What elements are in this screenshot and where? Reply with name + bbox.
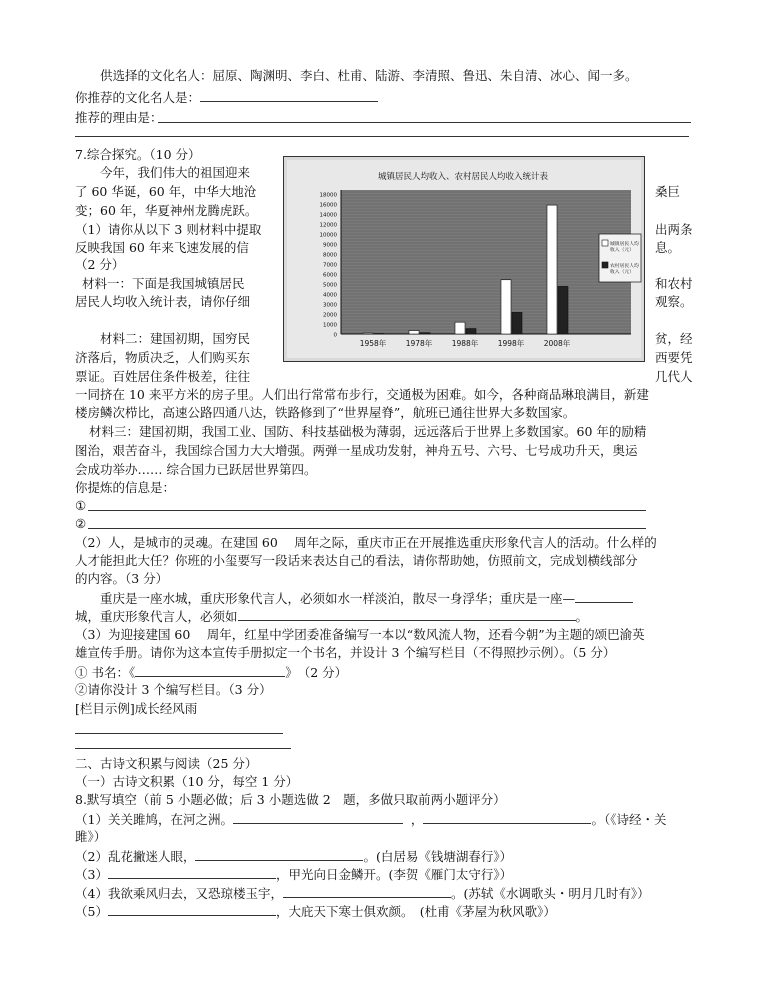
extract-blank-2[interactable]	[88, 528, 646, 529]
legend-label: 农村居民人均	[610, 264, 639, 269]
poem-5-blank[interactable]	[108, 903, 276, 916]
bar-rural	[512, 312, 522, 334]
poem-4-line: （4）我欲乘风归去，又恐琼楼玉宇， 。(苏轼《水调歌头・明月几时有》）	[75, 886, 650, 901]
y-tick-label: 6000	[323, 272, 337, 279]
q1-line-3: （2 分）	[75, 257, 125, 272]
recommend-label: 你推荐的文化名人是：	[75, 89, 378, 106]
candidates-line: 供选择的文化名人：屈原、陶渊明、李白、杜甫、陆游、李清照、鲁迅、朱自清、冰心、闻一多。	[100, 68, 638, 83]
bar-urban	[501, 280, 511, 334]
x-tick-label: 1978年	[405, 339, 433, 348]
y-tick-label: 1000	[323, 322, 337, 329]
poem-2-blank[interactable]	[195, 848, 363, 861]
column-blank-1[interactable]	[75, 733, 283, 734]
y-tick-label: 14000	[319, 212, 337, 219]
q1-line-1-right: 出两条	[655, 222, 693, 237]
plot-area	[341, 190, 631, 334]
material1-line-1: 材料一：下面是我国城镇居民	[82, 276, 245, 291]
book-title-blank[interactable]	[135, 664, 285, 677]
y-tick-label: 10000	[319, 232, 337, 239]
q3-column-example: [栏目示例]成长经风雨	[75, 701, 198, 716]
legend-swatch	[602, 240, 608, 246]
bar-urban	[409, 331, 419, 334]
poem-4-blank[interactable]	[283, 885, 451, 898]
section2-title: 二、古诗文积累与阅读（25 分）	[75, 756, 258, 771]
q1-line-2: 反映我国 60 年来飞速发展的信	[75, 240, 249, 255]
q3-book-line: ① 书名：《 》 （2 分）	[75, 665, 348, 680]
material2-line-3-right: 几代人	[655, 369, 693, 384]
recommend-blank[interactable]	[200, 89, 378, 102]
material2-line-3: 票证。百姓居住条件极差，往往	[75, 369, 251, 384]
material1-line-2: 居民人均收入统计表，请你仔细	[75, 294, 251, 309]
material2-line-2: 济落后，物质决乏，人们购买东	[75, 350, 251, 365]
material3-line-3: 会成功举办…… 综合国力已跃居世界第四。	[75, 462, 317, 477]
q3-columns-line: ②请你没计 3 个编写栏目。（3 分）	[75, 682, 272, 697]
x-tick-label: 1958年	[359, 339, 387, 348]
q7-title: 7.综合探究。（10 分）	[75, 147, 201, 162]
reason-blank-2[interactable]	[75, 136, 689, 137]
extract-mark-2: ②	[75, 516, 87, 531]
y-tick-label: 2000	[323, 312, 337, 319]
legend-label: 收入（元）	[610, 248, 634, 253]
material3-line-2: 图治，艰苦奋斗，我国综合国力大大增强。两弹一星成功发射，神舟五号、六号、七号成功升天，奥运	[75, 443, 638, 458]
intro-line-1: 今年，我们伟大的祖国迎来	[100, 165, 251, 180]
column-blank-2[interactable]	[75, 748, 291, 749]
q2-line-3: 的内容。（3 分）	[75, 571, 169, 586]
legend-label: 城镇居民人均	[610, 242, 639, 247]
extract-blank-1[interactable]	[88, 510, 646, 511]
q2-blank-city[interactable]	[575, 590, 633, 603]
y-tick-label: 18000	[319, 192, 337, 199]
poem-3-line: （3） ，甲光向日金鳞开。(李贺《雁门太守行》）	[75, 867, 513, 882]
y-tick-label: 9000	[323, 242, 337, 249]
poem-2-line: （2）乱花撇迷人眼， 。(白居易《钱塘湖春行》）	[75, 849, 513, 864]
poem-1-end: 雎》）	[75, 829, 107, 844]
material3-line-1: 材料三：建国初期，我国工业、国防、科技基础极为薄弱，远远落后于世界上多数国家。60 年的励精	[89, 424, 647, 439]
q2-example-line-1: 重庆是一座水城，重庆形象代言人，必须如水一样淡泊，散尽一身浮华；重庆是一座—	[100, 590, 633, 607]
y-tick-label: 4000	[323, 292, 337, 299]
intro-line-3: 变；60 年，华夏神州龙腾虎跃。	[75, 203, 258, 218]
bar-rural	[374, 334, 384, 335]
material1-line-1-right: 和农村	[655, 276, 693, 291]
q2-blank-person[interactable]	[238, 608, 576, 621]
bar-rural	[558, 286, 568, 334]
income-chart	[283, 156, 645, 362]
x-tick-label: 1998年	[497, 339, 525, 348]
y-tick-label: 5000	[323, 282, 337, 289]
bar-rural	[420, 333, 430, 334]
q3-line-2: 雄宣传手册。请你为这本宣传手册拟定一个书名，并设计 3 个编写栏目（不得照抄示例）。（5 分）	[75, 645, 616, 660]
y-tick-label: 16000	[319, 202, 337, 209]
material2-line-1: 材料二：建国初期，国穷民	[100, 331, 251, 346]
intro-line-2: 了 60 华诞，60 年，中华大地沧	[75, 184, 257, 199]
material2-line-4: 一同挤在 10 来平方米的房子里。人们出行常常布步行，交通极为困难。如今，各种商品琳琅满目，新建	[75, 387, 649, 402]
poem-5-line: （5） ，大庇天下寒士俱欢颜。 (杜甫《茅屋为秋风歌》）	[75, 904, 556, 919]
material2-line-2-right: 西要凭	[655, 350, 693, 365]
section2-subtitle: （一）古诗文积累（10 分，每空 1 分）	[75, 774, 299, 789]
chart-title: 城镇居民人均收入、农村居民人均收入统计表	[377, 172, 549, 182]
q1-line-1: （1）请你从以下 3 则材料中提取	[75, 222, 262, 237]
x-tick-label: 2008年	[543, 339, 571, 348]
bar-urban	[363, 333, 373, 334]
poem-3-blank[interactable]	[108, 866, 276, 879]
reason-blank[interactable]	[158, 122, 691, 123]
bar-urban	[455, 322, 465, 334]
material2-line-1-right: 贫，经	[655, 331, 693, 346]
intro-line-2-right: 桑巨	[655, 184, 681, 199]
material1-line-2-right: 观察。	[655, 294, 693, 309]
poem-1-blank-a[interactable]	[233, 811, 403, 824]
extract-label: 你提炼的信息是：	[75, 480, 176, 495]
q8-title: 8.默写填空（前 5 小题必做；后 3 小题选做 2 题，多做只取前两小题评分）	[75, 792, 506, 807]
bar-rural	[466, 329, 476, 334]
extract-mark-1: ①	[75, 498, 87, 513]
y-tick-label: 8000	[323, 252, 337, 259]
y-tick-label: 7000	[323, 262, 337, 269]
material2-line-5: 楼房鳞次栉比，高速公路四通八达，铁路修到了“世界屋脊”，航班已通往世界大多数国家。	[75, 405, 576, 420]
y-tick-label: 0	[333, 332, 337, 339]
q2-example-line-2: 城，重庆形象代言人，必须如 。	[75, 609, 589, 624]
bar-urban	[547, 205, 557, 334]
x-tick-label: 1988年	[451, 339, 479, 348]
legend-swatch	[602, 262, 608, 268]
y-tick-label: 3000	[323, 302, 337, 309]
legend-label: 收入（元）	[610, 270, 634, 275]
q2-line-2: 人才能担此大任？你班的小玺要写一段话来表达自己的看法，请你帮助她，仿照前文，完成划横线部分	[75, 553, 638, 568]
poem-1-line: （1）关关雎鸠，在河之洲。 ， 。（《诗经・关	[75, 812, 667, 827]
reason-label: 推荐的理由是：	[75, 110, 163, 125]
y-tick-label: 12000	[319, 222, 337, 229]
q1-line-2-right: 息。	[655, 240, 681, 255]
poem-1-blank-b[interactable]	[423, 811, 591, 824]
q3-line-1: （3）为迎接建国 60 周年，红星中学团委准备编写一本以“数风流人物，还看今朝”为主题的颂巴渝英	[75, 627, 645, 642]
q2-line-1: （2）人，是城市的灵魂。在建国 60 周年之际，重庆市正在开展推选重庆形象代言人的活动。什么样的	[75, 535, 657, 550]
